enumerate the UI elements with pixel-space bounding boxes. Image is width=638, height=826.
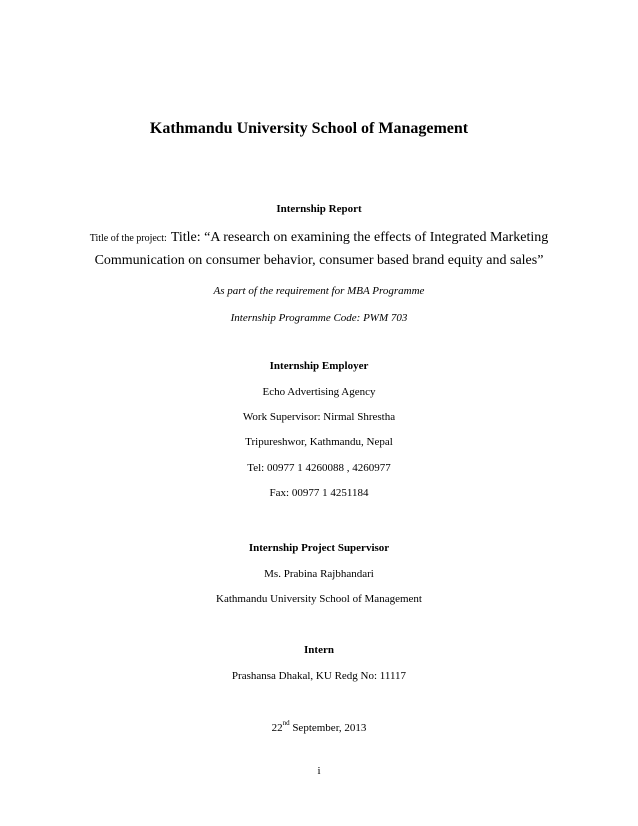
date-suffix: nd (282, 719, 290, 727)
employer-fax: Fax: 00977 1 4251184 (269, 487, 369, 499)
date-rest: September, 2013 (289, 722, 367, 734)
report-date (0, 719, 638, 734)
title-label: Title of the project: (89, 233, 167, 244)
institution-heading: Kathmandu University School of Management (149, 120, 469, 137)
project-supervisor-heading: Internship Project Supervisor (248, 542, 390, 554)
report-type: Internship Report (276, 203, 362, 215)
project-supervisor-name: Ms. Prabina Rajbhandari (264, 568, 374, 580)
requirement-note: As part of the requirement for MBA Programme (213, 285, 425, 297)
intern-heading: Intern (304, 644, 334, 656)
employer-address: Tripureshwor, Kathmandu, Nepal (245, 436, 393, 448)
date-day: 22 (271, 722, 283, 734)
project-title-line-2: Communication on consumer behavior, consumer based brand equity and sales” (94, 253, 544, 268)
employer-name: Echo Advertising Agency (262, 386, 376, 398)
project-title-line-1 (0, 228, 638, 246)
title-text-1: Title: “A research on examining the effects of Integrated Marketing (170, 230, 549, 245)
employer-heading: Internship Employer (269, 360, 369, 372)
page-number: i (317, 765, 321, 777)
work-supervisor: Work Supervisor: Nirmal Shrestha (242, 411, 396, 423)
project-supervisor-institution: Kathmandu University School of Management (216, 593, 422, 605)
employer-tel: Tel: 00977 1 4260088 , 4260977 (247, 462, 391, 474)
programme-code: Internship Programme Code: PWM 703 (230, 312, 408, 324)
intern-name: Prashansa Dhakal, KU Redg No: 11117 (231, 670, 407, 682)
